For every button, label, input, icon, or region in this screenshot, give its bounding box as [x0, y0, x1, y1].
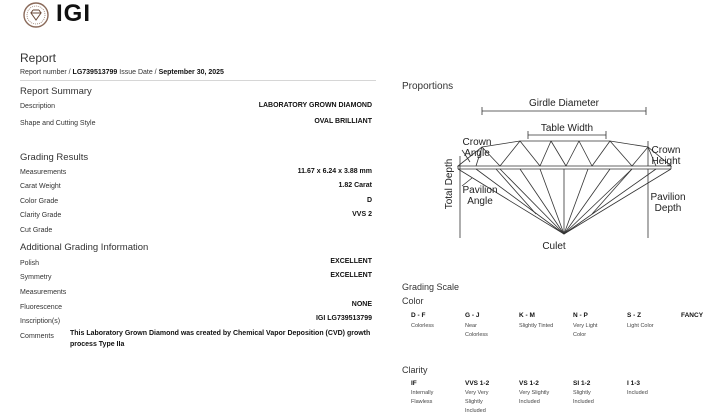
proportions-title: Proportions — [402, 81, 454, 92]
clarity-grade-code: I 1-3 — [627, 380, 641, 387]
crown-angle-label: Angle — [464, 148, 490, 159]
summary-value: OVAL BRILLIANT — [314, 118, 372, 125]
pavilion-depth-label: Pavilion — [650, 192, 686, 203]
clarity-grade-desc: Very Slightly Included — [519, 390, 550, 405]
girdle-diameter-label: Girdle Diameter — [528, 98, 600, 109]
color-scale-title: Color — [402, 296, 424, 306]
crown-angle-label: Crown — [462, 137, 492, 148]
color-grade-desc: Colorless — [411, 323, 434, 329]
grading-title: Grading Results — [20, 152, 89, 163]
comments-label: Comments — [20, 333, 54, 340]
grading-label: Carat Weight — [20, 183, 61, 190]
clarity-grade-desc: Internally Flawless — [411, 390, 434, 405]
color-grade-code: S - Z — [627, 312, 642, 319]
additional-label: Polish — [20, 260, 40, 267]
additional-value: NONE — [351, 301, 372, 308]
culet-label: Culet — [542, 241, 566, 252]
grading-value: 11.67 x 6.24 x 3.88 mm — [297, 168, 372, 175]
additional-label: Fluorescence — [20, 304, 63, 311]
grading-label: Color Grade — [20, 198, 59, 205]
issue-date-label: Issue Date / — [119, 69, 157, 76]
summary-label: Description — [20, 103, 56, 110]
grading-label: Cut Grade — [20, 227, 53, 234]
crown-height-label: Height — [651, 156, 681, 167]
total-depth-label: Total Depth — [444, 158, 455, 210]
additional-value: IGI LG739513799 — [315, 315, 372, 322]
clarity-scale-title: Clarity — [402, 365, 428, 375]
clarity-grade-desc: Included — [627, 390, 648, 396]
color-grade-desc: Very Light Color — [573, 323, 598, 338]
clarity-grade-code: IF — [411, 380, 417, 387]
igi-seal-icon — [22, 2, 50, 28]
report-number-value: LG739513799 — [72, 69, 118, 76]
report-title: Report — [20, 51, 57, 65]
color-grade-code: N - P — [573, 312, 588, 319]
additional-value: EXCELLENT — [330, 258, 372, 265]
additional-label: Inscription(s) — [20, 318, 61, 325]
comments-value: This Laboratory Grown Diamond was created by Chemical Vapor Deposition (CVD) growth process Type IIa — [70, 330, 371, 348]
grading-value: D — [366, 197, 372, 204]
pavilion-angle-label: Angle — [467, 196, 493, 207]
color-grade-code: K - M — [519, 312, 535, 319]
additional-label: Symmetry — [20, 274, 52, 281]
brand-logo: IGI — [56, 0, 92, 27]
report-number-label: Report number / — [20, 69, 71, 76]
grading-value: VVS 2 — [352, 211, 372, 218]
color-grade-code: G - J — [465, 312, 480, 319]
additional-label: Measurements — [20, 289, 67, 296]
summary-title: Report Summary — [20, 86, 92, 97]
clarity-grade-code: SI 1-2 — [573, 380, 591, 387]
clarity-grade-desc: Slightly Included — [573, 390, 594, 405]
color-grade-code: FANCY — [681, 312, 704, 319]
grading-scale-title: Grading Scale — [402, 282, 460, 292]
report-meta — [20, 69, 224, 76]
clarity-grade-desc: Very Very Slightly Included — [465, 390, 489, 414]
issue-date-value: September 30, 2025 — [158, 69, 224, 76]
color-grade-desc: Slightly Tinted — [519, 323, 554, 329]
summary-label: Shape and Cutting Style — [20, 120, 96, 127]
additional-value: EXCELLENT — [330, 272, 372, 279]
crown-height-label: Crown — [651, 145, 681, 156]
color-grade-code: D - F — [411, 312, 426, 319]
clarity-grade-code: VVS 1-2 — [465, 380, 490, 387]
grading-label: Clarity Grade — [20, 212, 62, 219]
color-grade-desc: Near Colorless — [465, 323, 488, 338]
color-grade-desc: Light Color — [627, 323, 654, 329]
divider — [20, 80, 376, 81]
summary-value: LABORATORY GROWN DIAMOND — [258, 102, 372, 109]
table-width-label: Table Width — [540, 123, 594, 134]
grading-value: 1.82 Carat — [338, 182, 372, 189]
pavilion-depth-label: Depth — [654, 203, 682, 214]
additional-title: Additional Grading Information — [20, 242, 149, 253]
grading-label: Measurements — [20, 169, 67, 176]
pavilion-angle-label: Pavilion — [462, 185, 498, 196]
proportions-diagram — [436, 92, 696, 257]
clarity-grade-code: VS 1-2 — [519, 380, 539, 387]
